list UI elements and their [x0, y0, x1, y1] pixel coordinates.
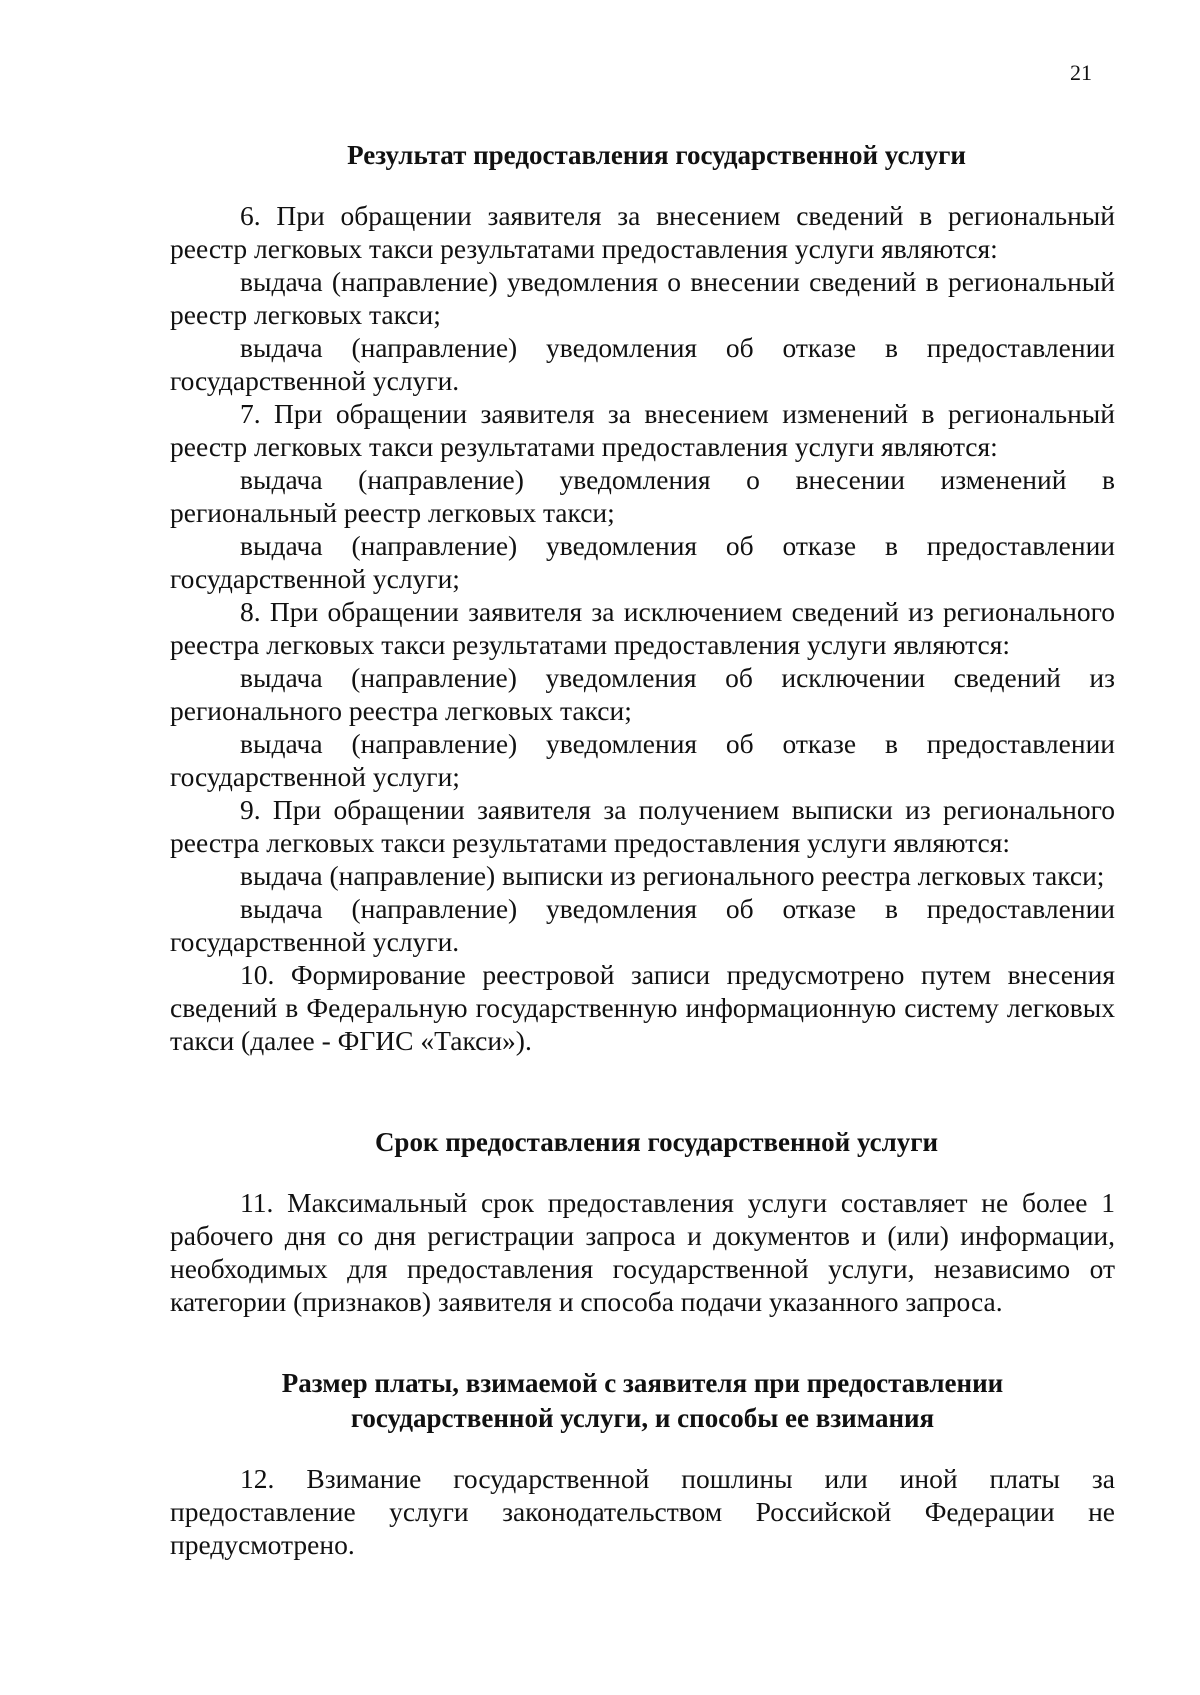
- paragraph: 7. При обращении заявителя за внесением изменений в региональный реестр легковых такси результатами предоставления услуги являются:: [170, 398, 1115, 462]
- section-heading-fee-line1: Размер платы, взимаемой с заявителя при предоставлении: [281, 1368, 1004, 1398]
- paragraph: выдача (направление) уведомления об отказе в предоставлении государственной услуги;: [170, 530, 1115, 594]
- paragraph: 10. Формирование реестровой записи предусмотрено путем внесения сведений в Федеральную государственную информационную систему легковых такси (далее - ФГИС «Такси»).: [170, 959, 1115, 1056]
- paragraph: 9. При обращении заявителя за получением выписки из регионального реестра легковых такси результатами предоставления услуги являются:: [170, 794, 1115, 858]
- paragraph: 11. Максимальный срок предоставления услуги составляет не более 1 рабочего дня со дня регистрации запроса и документов и (или) информации, необходимых для предоставления государственной услуги, независимо от категории (признаков) заявителя и способа подачи указанного запроса.: [170, 1187, 1115, 1317]
- paragraph: выдача (направление) уведомления об исключении сведений из регионального реестра легковых такси;: [170, 662, 1115, 726]
- paragraph: 6. При обращении заявителя за внесением сведений в региональный реестр легковых такси результатами предоставления услуги являются:: [170, 200, 1115, 264]
- paragraph: выдача (направление) уведомления об отказе в предоставлении государственной услуги.: [170, 893, 1115, 957]
- section-heading-result: Результат предоставления государственной услуги: [347, 140, 966, 170]
- paragraph: 8. При обращении заявителя за исключением сведений из регионального реестра легковых такси результатами предоставления услуги являются:: [170, 596, 1115, 660]
- paragraph: выдача (направление) уведомления об отказе в предоставлении государственной услуги;: [170, 728, 1115, 792]
- paragraph: выдача (направление) уведомления о внесении сведений в региональный реестр легковых такси;: [170, 266, 1115, 330]
- section-heading-fee: [170, 1366, 1115, 1436]
- paragraph: выдача (направление) выписки из регионального реестра легковых такси;: [240, 860, 1105, 891]
- paragraph: 12. Взимание государственной пошлины или иной платы за предоставление услуги законодательством Российской Федерации не предусмотрено.: [170, 1463, 1115, 1560]
- page-number: 21: [1070, 60, 1092, 85]
- paragraph: выдача (направление) уведомления об отказе в предоставлении государственной услуги.: [170, 332, 1115, 396]
- document-body: [170, 138, 1115, 1561]
- paragraph: выдача (направление) уведомления о внесении изменений в региональный реестр легковых такси;: [170, 464, 1115, 528]
- section-heading-fee-line2: государственной услуги, и способы ее взимания: [350, 1403, 935, 1433]
- section-heading-term: Срок предоставления государственной услуги: [374, 1127, 939, 1157]
